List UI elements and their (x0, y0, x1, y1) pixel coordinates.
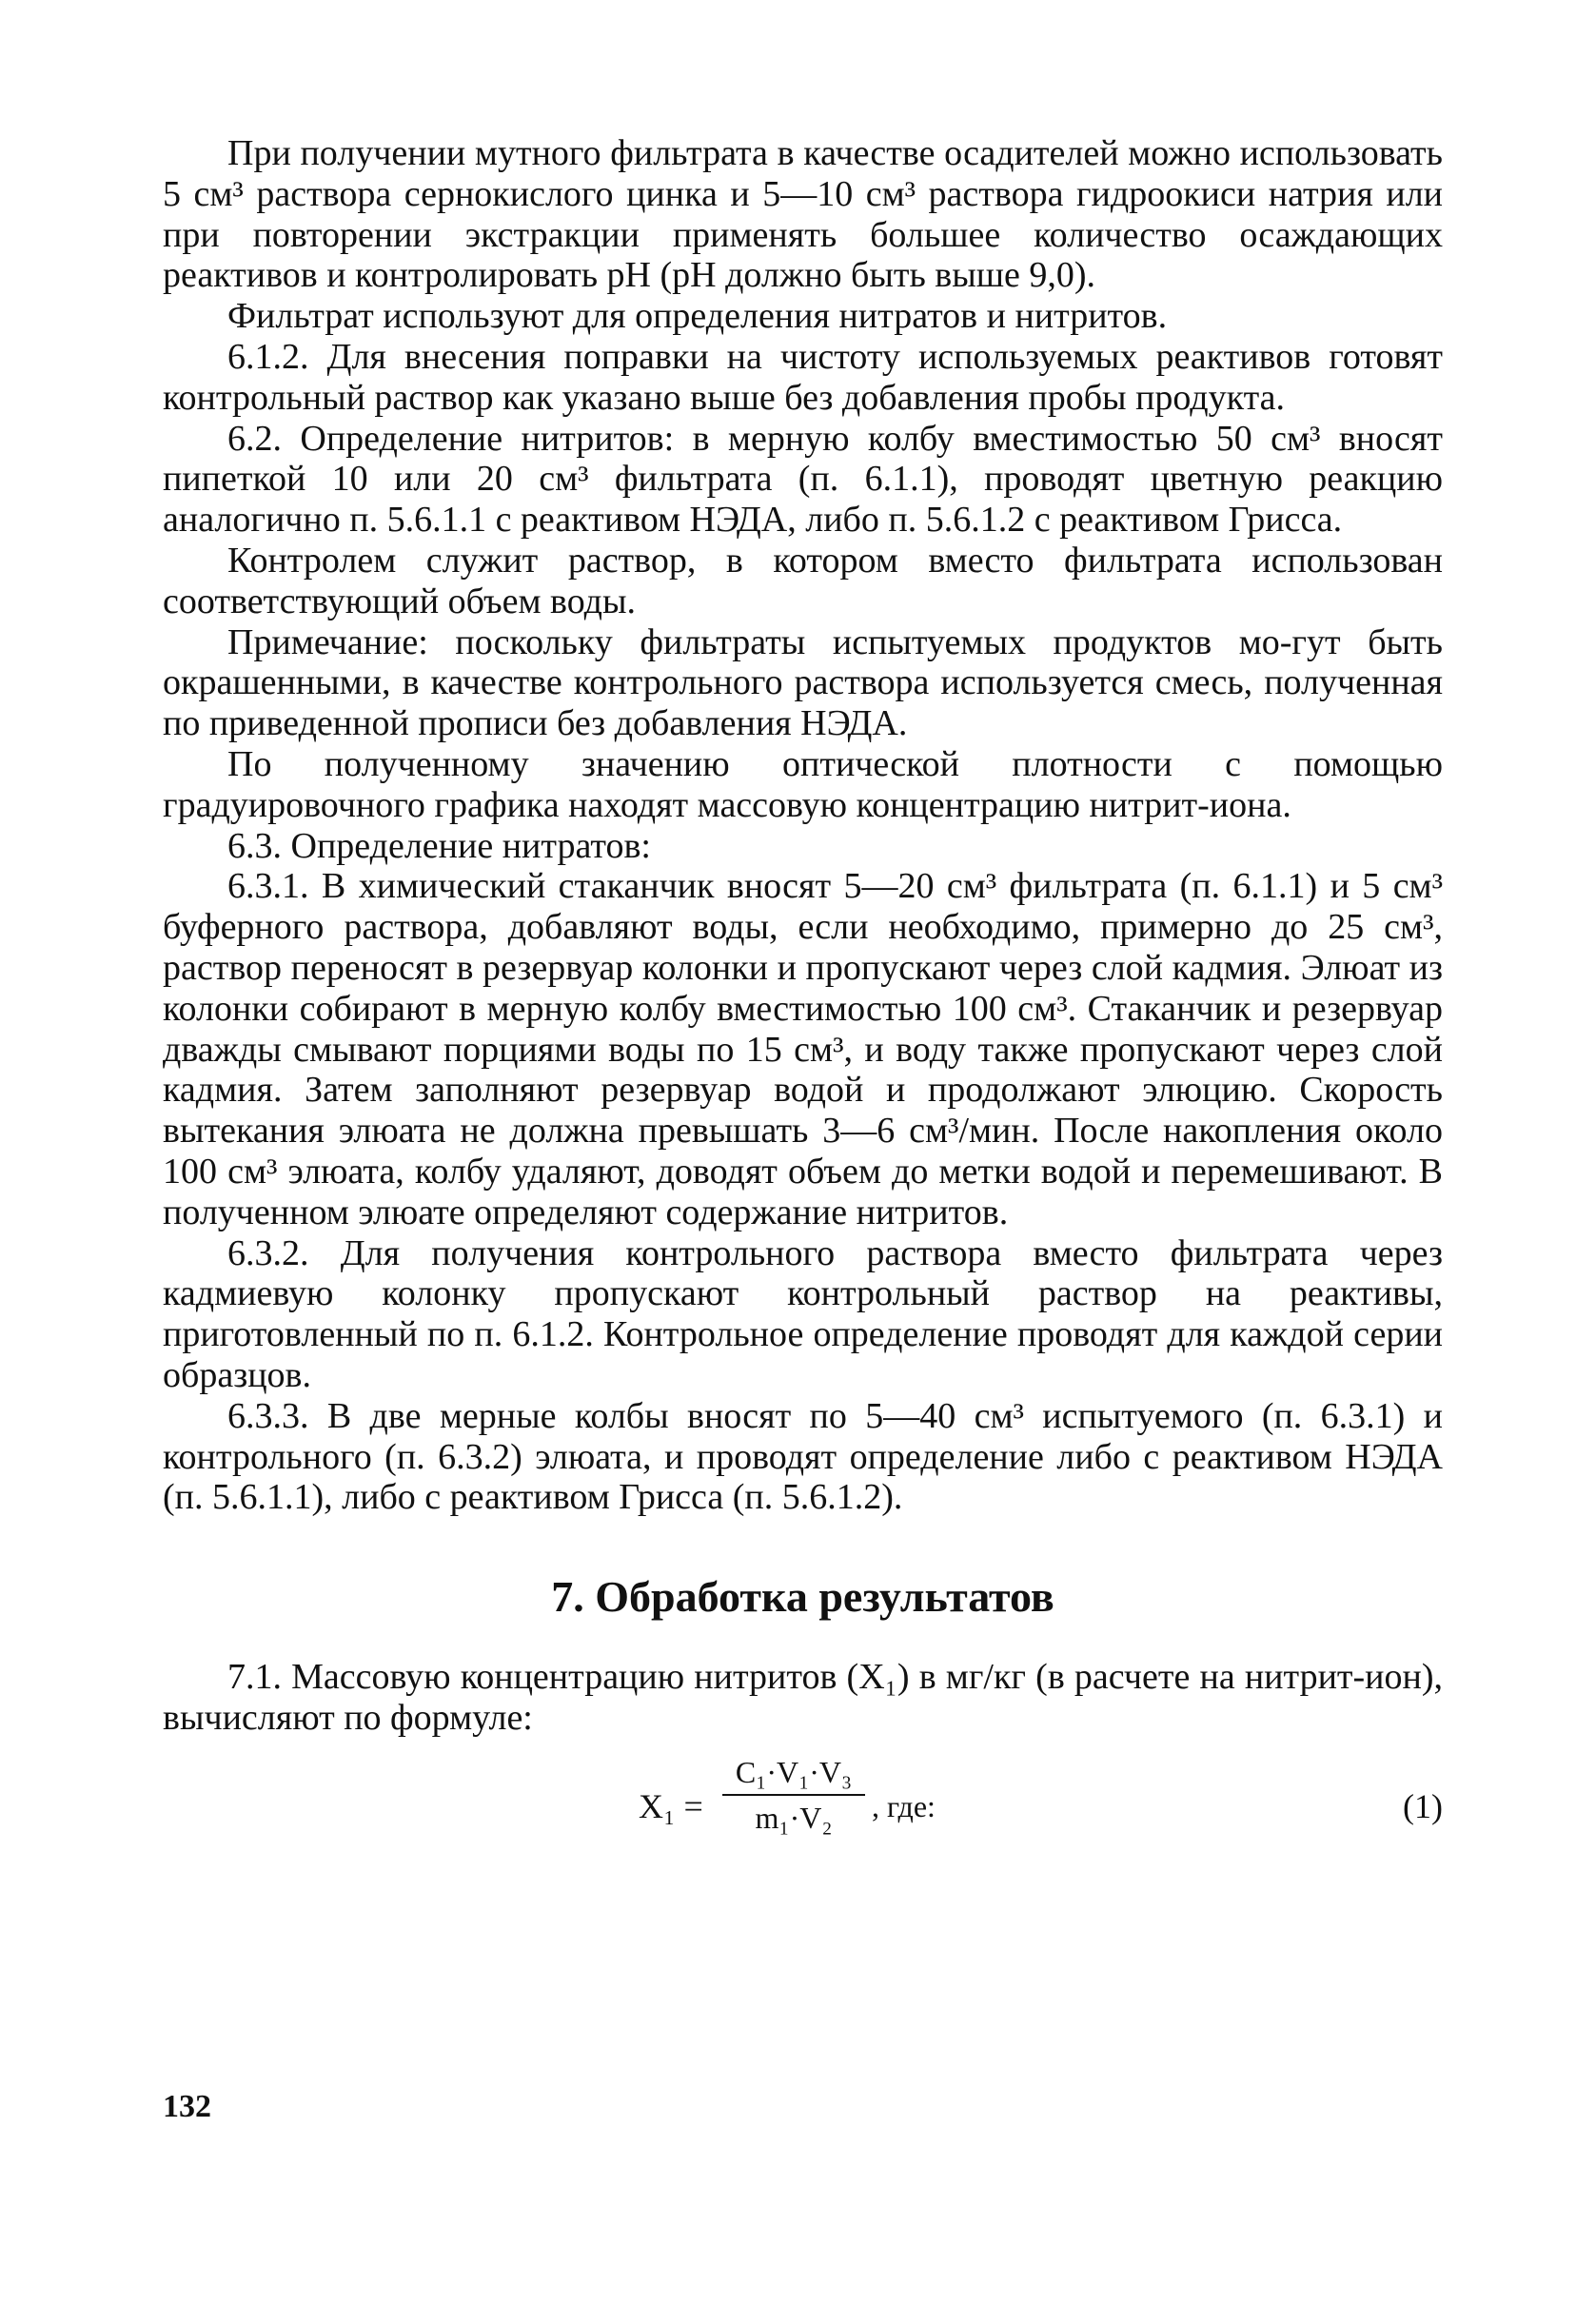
paragraph-6-2: 6.2. Определение нитритов: в мерную колбу вместимостью 50 см³ вносят пипеткой 10 или 20 см³ фильтрата (п. 6.1.1), проводят цветную реакцию аналогично п. 5.6.1.1 с реактивом НЭДА, либо п. 5.6.1.2 с реактивом Грисса. (163, 418, 1443, 541)
formula-numerator: C₁·V₁·V₃ (722, 1752, 865, 1797)
paragraph-filtrate-use: Фильтрат используют для определения нитратов и нитритов. (227, 296, 1168, 337)
paragraph-control: Контролем служит раствор, в котором вместо фильтрата использован соответствующий объем воды. (163, 540, 1443, 621)
page-number: 132 (163, 2089, 211, 2124)
formula-lhs: X₁ = (639, 1786, 703, 1825)
formula-suffix: , где: (872, 1788, 936, 1823)
paragraph-6-3: 6.3. Определение нитратов: (227, 825, 651, 866)
paragraph-7-1: 7.1. Массовую концентрацию нитритов (X₁) в мг/кг (в расчете на нитрит-ион), вычисляют по формуле: (163, 1657, 1443, 1738)
paragraph-6-3-1: 6.3.1. В химический стаканчик вносят 5—20 см³ фильтрата (п. 6.1.1) и 5 см³ буферного раствора, добавляют воды, если необходимо, примерно до 25 см³, раствор переносят в резервуар колонки и пропускают через слой кадмия. Элюат из колонки собирают в мерную колбу вместимостью 100 см³. Стаканчик и резервуар дважды смывают порциями воды по 15 см³, и воду также пропускают через слой кадмия. Затем заполняют резервуар водой и продолжают элюцию. Скорость вытекания элюата не должна превышать 3—6 см³/мин. После накопления около 100 см³ элюата, колбу удаляют, доводят объем до метки водой и перемешивают. В полученном элюате определяют содержание нитритов. (163, 866, 1443, 1232)
formula-1 (163, 1746, 1443, 1851)
paragraph-turbid-filtrate: При получении мутного фильтрата в качестве осадителей можно использовать 5 см³ раствора сернокислого цинка и 5—10 см³ раствора гидроокиси натрия или при повторении экстракции применять большее количество осаждающих реактивов и контролировать рН (рН должно быть выше 9,0). (163, 133, 1443, 296)
formula-fraction (722, 1752, 865, 1840)
paragraph-6-1-2: 6.1.2. Для внесения поправки на чистоту используемых реактивов готовят контрольный раствор как указано выше без добавления пробы продукта. (163, 336, 1443, 418)
formula-number: (1) (1403, 1786, 1443, 1825)
paragraph-note: Примечание: поскольку фильтраты испытуемых продуктов мо-гут быть окрашенными, в качестве контрольного раствора используется смесь, полученная по приведенной прописи без добавления НЭДА. (163, 621, 1443, 744)
section-title: 7. Обработка результатов (551, 1572, 1054, 1622)
paragraph-6-3-2: 6.3.2. Для получения контрольного раствора вместо фильтрата через кадмиевую колонку пропускают контрольный раствор на реактивы, приготовленный по п. 6.1.2. Контрольное определение проводят для каждой серии образцов. (163, 1232, 1443, 1395)
paragraph-6-3-3: 6.3.3. В две мерные колбы вносят по 5—40 см³ испытуемого (п. 6.3.1) и контрольного (п. 6.3.2) элюата, и проводят определение либо с реактивом НЭДА (п. 5.6.1.1), либо с реактивом Грисса (п. 5.6.1.2). (163, 1395, 1443, 1518)
formula-denominator: m₁·V₂ (755, 1801, 833, 1836)
body-text (163, 133, 1443, 1851)
paragraph-optical-density: По полученному значению оптической плотности с помощью градуировочного графика находят массовую концентрацию нитрит-иона. (163, 743, 1443, 825)
